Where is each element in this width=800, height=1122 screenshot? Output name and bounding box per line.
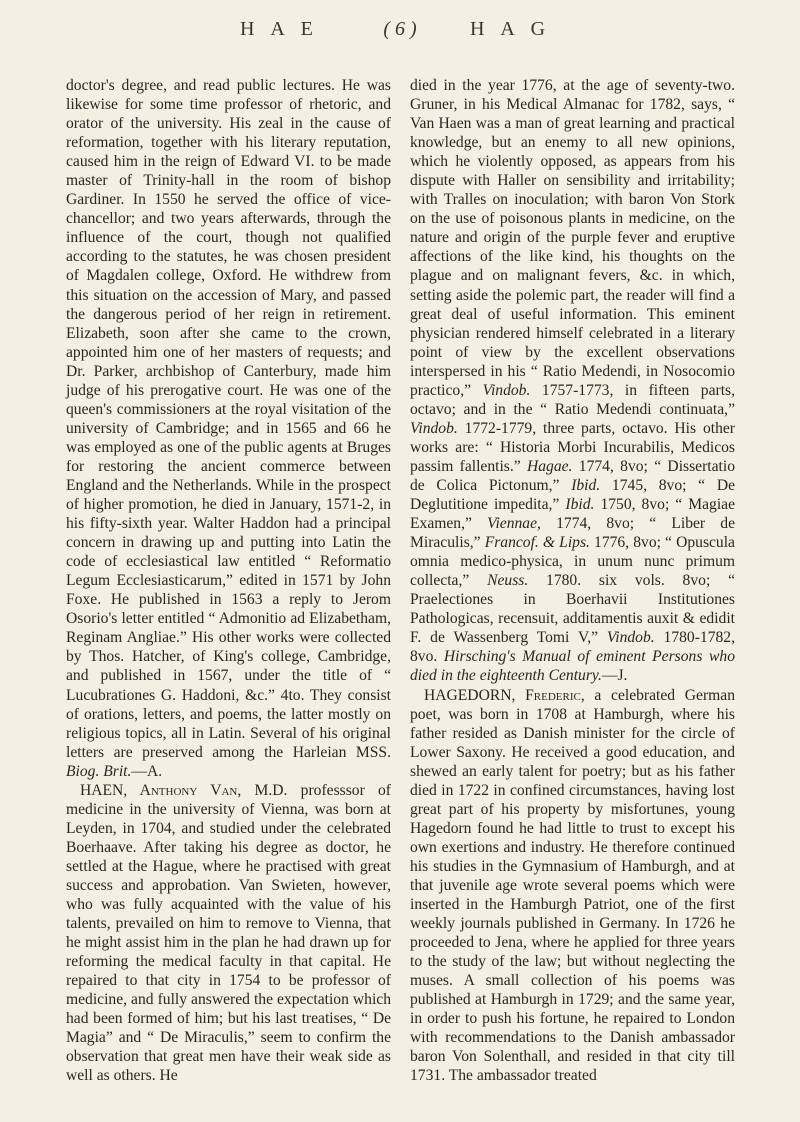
citation-place: Vindob.	[410, 419, 458, 437]
haddon-signature: —A.	[131, 762, 163, 780]
haen-text-part: 1780-1782, 8vo.	[410, 629, 736, 666]
haen-text-part: 1772-1779, three parts, octavo. His other works are: “ Historia Morbi Incurabilis, Medicos passim fallentis.”	[410, 419, 735, 475]
haen-entry-text: M.D. professsor of medicine in the university of Vienna, was born at Leyden, in 1704, and studied under the celebrated Boerhaave. After taking his degree as doctor, he settled at the Hague, where he practised with great success and approbation. Van Swieten, however, who was fully acquainted with the value of his talents, prevailed on him to remove to Vienna, that he might assist him in the plan he had drawn up for reforming the medical faculty in that capital. He repaired to that city in 1754 to be professor of medicine, and fully answered the expectation which had been formed of him; but his last treatises, “ De Magia” and “ De Miraculis,” seem to confirm the observation that great men have their weak side as well as others. He	[66, 781, 391, 1085]
citation-place: Neuss.	[487, 572, 529, 590]
haen-text-part: 1757-1773, in fifteen parts, octavo; and in the “ Ratio Medendi continuata,”	[410, 381, 736, 418]
haen-text-part: 1750, 8vo; “ Magiae Examen,”	[410, 496, 735, 533]
haddon-source-ref: Biog. Brit.	[66, 762, 132, 780]
haen-signature: —J.	[601, 667, 628, 685]
hagedorn-entry	[410, 686, 735, 1086]
haen-entry	[66, 781, 391, 1086]
citation-place: Francof. & Lips.	[484, 534, 590, 552]
haen-entry-continuation	[410, 76, 735, 686]
haen-text-part: 1745, 8vo; “ De Deglutitione impedita,”	[410, 476, 736, 514]
left-column	[66, 76, 391, 1085]
haen-source-ref: Hirsching's Manual of eminent Persons who died in the eighteenth Century.	[410, 648, 735, 685]
haen-text-part: died in the year 1776, at the age of seventy-two. Gruner, in his Medical Almanac for 1782, says, “ Van Haen was a man of great learning and practical knowledge, but an enemy to all new opinions, which he violently opposed, as appears from his dispute with Haller on sensibility and irritability; with Tralles on inoculation; with baron Von Stork on the use of poisonous plants in medicine, on the nature and origin of the purple fever and eruptive affections of the like kind, his thoughts on the plague and on malignant fevers, &c. in which, setting aside the polemic part, the reader will find a great deal of useful information. This eminent physician rendered himself celebrated in a literary point of view by the excellent observations interspersed in his “ Ratio Medendi, in Nosocomio practico,”	[410, 77, 735, 399]
haen-text-part: 1776, 8vo; “ Opuscula omnia medico-physica, in unum nunc primum collecta,”	[410, 534, 735, 590]
haen-text-part: 1774, 8vo; “ Liber de Miraculis,”	[410, 515, 736, 552]
right-column	[410, 76, 735, 1085]
citation-place: Vindob.	[482, 381, 531, 399]
citation-place: Ibid.	[565, 496, 595, 514]
running-header	[0, 14, 800, 54]
haddon-text: doctor's degree, and read public lectures. He was likewise for some time professor of rhetoric, and orator of the university. His zeal in the cause of reformation, together with his literary reputation, caused him in the reign of Edward VI. to be made master of Trinity-hall in the room of bishop Gardiner. In 1550 he served the office of vice-chancellor; and two years afterwards, through the influence of the court, though not qualified according to the statutes, he was chosen president of Magdalen college, Oxford. He withdrew from this situation on the accession of Mary, and passed the dangerous period of her reign in retirement. Elizabeth, soon after she came to the crown, appointed him one of her masters of requests; and Dr. Parker, archbishop of Canterbury, made him judge of his prerogative court. He was one of the queen's commissioners at the royal visitation of the university of Cambridge; and in 1565 and 66 he was employed as one of the public agents at Bruges for restoring the ancient commerce between England and the Netherlands. While in the prospect of higher promotion, he died in January, 1571-2, in his fifty-sixth year. Walter Haddon had a principal concern in drawing up and putting into Latin the code of ecclesiastical law entitled “ Reformatio Legum Ecclesiasticarum,” edited in 1571 by John Foxe. He published in 1563 a reply to Jerom Osorio's letter entitled “ Admonitio ad Elizabetham, Reginam Angliae.” His other works were collected by Thos. Hatcher, of King's college, Cambridge, and published in 1567, under the title of “ Lucubrationes G. Haddoni, &c.” 4to. They consist of orations, letters, and poems, the latter mostly on religious topics, all in Latin. Several of his original letters are preserved among the Harleian MSS.	[66, 77, 391, 761]
citation-place: Viennae,	[487, 515, 541, 533]
haddon-entry-continuation	[66, 76, 391, 781]
citation-place: Ibid.	[571, 476, 601, 494]
hagedorn-entry-text: a celebrated German poet, was born in 1708 at Hamburgh, where his father resided as Danish minister for the circle of Lower Saxony. He received a good education, and shewed an early talent for poetry; but as his father died in 1722 in confined circumstances, having lost great part of his property by misfortunes, young Hagedorn found he had little to trust to except his own exertions and industry. He therefore continued his studies in the Gymnasium of Hamburgh, and at that juvenile age wrote several poems which were inserted in the Hamburgh Patriot, one of the first weekly journals published in Germany. In 1726 he proceeded to Jena, where he applied for three years to the study of the law; but without neglecting the muses. A small collection of his poems was published at Hamburgh in 1729; and the same year, in order to push his fortune, he repaired to London with recommendations to the Danish ambassador baron Von Solenthall, and resided in that city till 1731. The ambassador treated	[410, 686, 735, 1085]
haen-text-part: 1774, 8vo; “ Dissertatio de Colica Pictonum,”	[410, 457, 735, 494]
haen-entry-headword: HAEN, Anthony Van,	[80, 781, 242, 799]
header-right-word: H A G	[470, 18, 552, 40]
haen-text-part: 1780. six vols. 8vo; “ Praelectiones in Boerhavii Institutiones Pathologicas, recensuit, additamentis auxit & edidit F. de Wassenberg Tomi V,”	[410, 572, 735, 647]
hagedorn-entry-headword: HAGEDORN, Frederic,	[424, 686, 585, 704]
header-left-word: H A E	[240, 18, 319, 40]
page-number: ( 6 )	[383, 18, 417, 40]
citation-place: Vindob.	[606, 629, 655, 647]
citation-place: Hagae.	[526, 457, 573, 475]
